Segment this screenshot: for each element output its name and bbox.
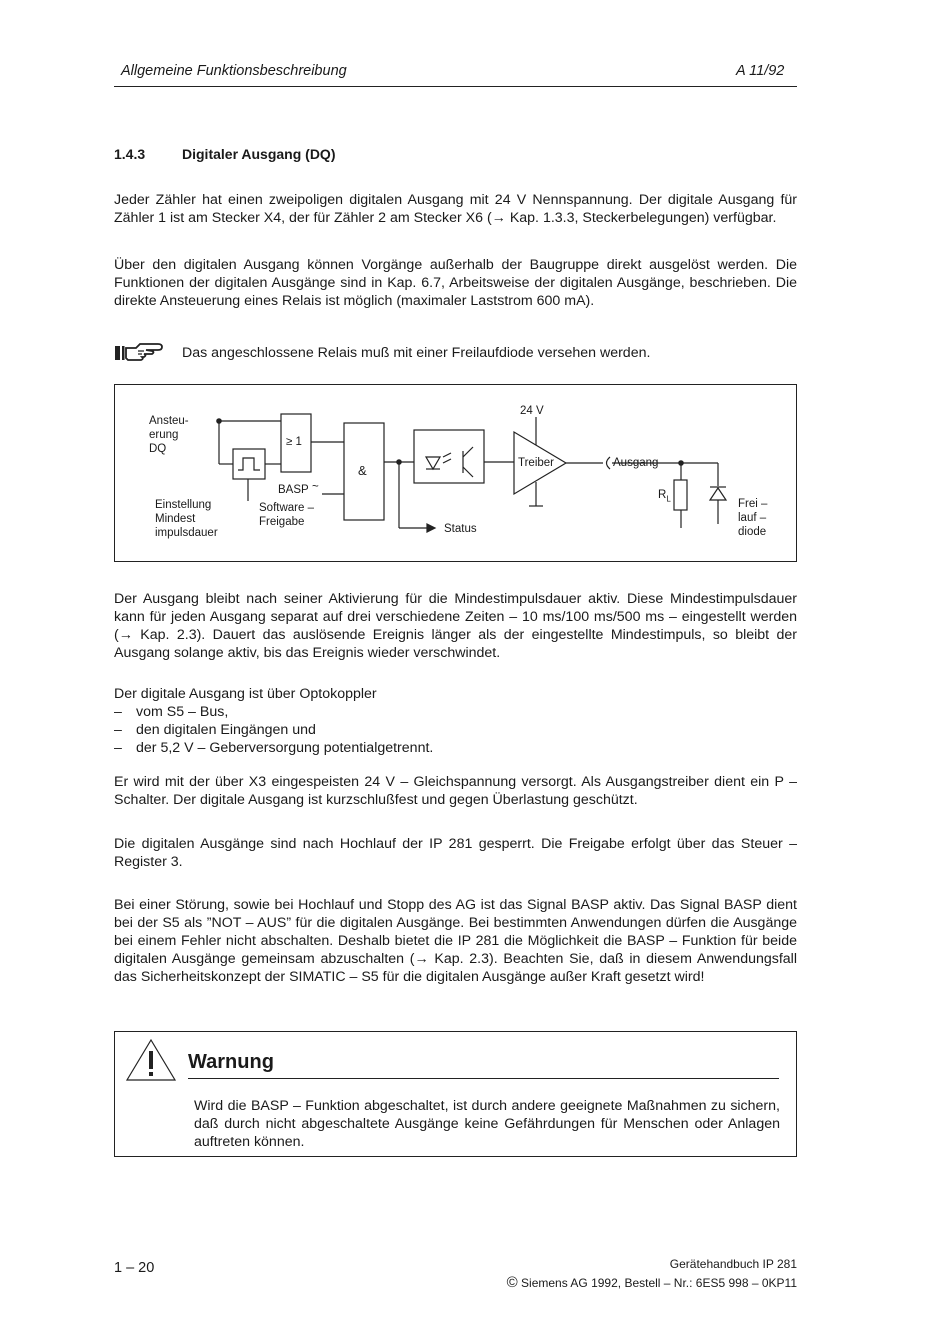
- label-einstellung-3: impulsdauer: [155, 527, 218, 539]
- rl-main: R: [658, 489, 667, 501]
- label-ansteuerung-2: erung: [149, 429, 179, 441]
- or-gate-label: ≥ 1: [286, 436, 302, 448]
- label-software-2: Freigabe: [259, 516, 305, 528]
- section-number: 1.4.3: [114, 146, 146, 162]
- isolation-list: [114, 703, 797, 757]
- copyright-line: [480, 1274, 797, 1291]
- label-ansteuerung-3: DQ: [149, 443, 167, 455]
- pulse-block: [233, 449, 265, 479]
- list-item: – den digitalen Eingängen und: [114, 721, 797, 739]
- header-rule: [114, 86, 797, 87]
- label-ansteuerung-1: Ansteu-: [149, 415, 189, 427]
- label-treiber: Treiber: [518, 457, 554, 469]
- list-item: – der 5,2 V – Geberversorgung potentialgetrennt.: [114, 739, 797, 757]
- pointing-hand-icon: [114, 342, 166, 364]
- copyright-text: Siemens AG 1992, Bestell – Nr.: 6ES5 998 – 0KP11: [521, 1276, 797, 1290]
- paragraph-versorgung: Er wird mit der über X3 eingespeisten 24 V – Gleichspannung versorgt. Als Ausgangstreiber dient ein P – Schalter. Der digitale Ausgang ist kurzschlußfest und gegen Überlastung geschützt.: [114, 774, 797, 808]
- manual-title: Gerätehandbuch IP 281: [669, 1257, 797, 1271]
- list-item: – vom S5 – Bus,: [114, 703, 797, 721]
- label-einstellung-2: Mindest: [155, 513, 196, 525]
- warning-triangle-icon: [124, 1037, 178, 1083]
- load-resistor: [674, 480, 687, 510]
- label-einstellung-1: Einstellung: [155, 499, 212, 511]
- paragraph-functions: Über den digitalen Ausgang können Vorgänge außerhalb der Baugruppe direkt ausgelöst werden. Die Funktionen der digitalen Ausgänge sind in Kap. 6.7, Arbeitsweise der digitalen Ausgänge, beschrieben. Die direkte Ansteuerung eines Relais ist möglich (maximaler Laststrom 600 mA).: [114, 257, 797, 309]
- tilde-mark: ~: [312, 481, 319, 493]
- label-software-1: Software –: [259, 502, 314, 514]
- rl-sub: L: [666, 494, 671, 504]
- page-number: 1 – 20: [114, 1260, 155, 1276]
- section-title: Digitaler Ausgang (DQ): [182, 146, 336, 162]
- paragraph-mindestimpuls: Der Ausgang bleibt nach seiner Aktivierung für die Mindestimpulsdauer aktiv. Diese Mindestimpulsdauer kann für jeden Ausgang separat auf drei verschiedene Zeiten – 10 ms/100 ms/500 ms – eingestellt werden (→ Kap. 2.3). Dauert das auslösende Ereignis länger als der eingestellte Mindestimpuls, so bleibt der Ausgang solange aktiv, bis das Ereignis wieder verschwindet.: [114, 591, 797, 661]
- block-diagram: [114, 384, 797, 562]
- paragraph-basp: Bei einer Störung, sowie bei Hochlauf und Stopp des AG ist das Signal BASP aktiv. Das Signal BASP dient bei der S5 als ”NOT – AUS” für die digitalen Ausgänge. Bei bestimmten Anwendungen dürfen die Ausgänge bei einem Fehler nicht abschalten. Deshalb bietet die IP 281 die Möglichkeit die BASP – Funktion für beide digitalen Ausgänge gemeinsam abzuschalten (→ Kap. 2.3). Beachten Sie, daß in diesem Anwendungsfall das Sicherheitskonzept der SIMATIC – S5 für die digitalen Ausgänge außer Kraft gesetzt wird!: [114, 897, 797, 985]
- label-ausgang: Ausgang: [613, 457, 659, 469]
- paragraph-intro: Jeder Zähler hat einen zweipoligen digitalen Ausgang mit 24 V Nennspannung. Der digitale Ausgang für Zähler 1 ist am Stecker X4, der für Zähler 2 am Stecker X6 (→ Kap. 1.3.3, Steckerbelegungen) verfügbar.: [114, 192, 797, 226]
- optokoppler-intro: Der digitale Ausgang ist über Optokoppler: [114, 686, 377, 702]
- label-basp: BASP: [278, 484, 309, 496]
- warning-text: Wird die BASP – Funktion abgeschaltet, ist durch andere geeignete Maßnahmen zu sichern, daß durch nicht abgeschaltete Ausgänge keine Gefährdungen für Menschen oder Anlagen auftreten können.: [194, 1098, 780, 1150]
- running-header-date: A 11/92: [736, 63, 785, 79]
- hint-text: Das angeschlossene Relais muß mit einer Freilaufdiode versehen werden.: [182, 345, 651, 361]
- optocoupler: [414, 430, 484, 483]
- and-gate-label: &: [358, 463, 367, 478]
- warning-title: Warnung: [188, 1051, 274, 1073]
- label-freilauf-2: lauf –: [738, 512, 767, 524]
- label-freilauf-3: diode: [738, 526, 767, 538]
- copyright-icon: ©: [506, 1274, 518, 1291]
- paragraph-optokoppler: [114, 685, 797, 757]
- paragraph-freigabe: Die digitalen Ausgänge sind nach Hochlauf der IP 281 gesperrt. Die Freigabe erfolgt über das Steuer – Register 3.: [114, 836, 797, 870]
- label-rl: [658, 488, 671, 506]
- label-status: Status: [444, 523, 477, 535]
- warning-rule: [188, 1078, 779, 1079]
- label-freilauf-1: Frei –: [738, 498, 768, 510]
- label-24v: 24 V: [520, 405, 544, 417]
- running-header-title: Allgemeine Funktionsbeschreibung: [121, 63, 347, 79]
